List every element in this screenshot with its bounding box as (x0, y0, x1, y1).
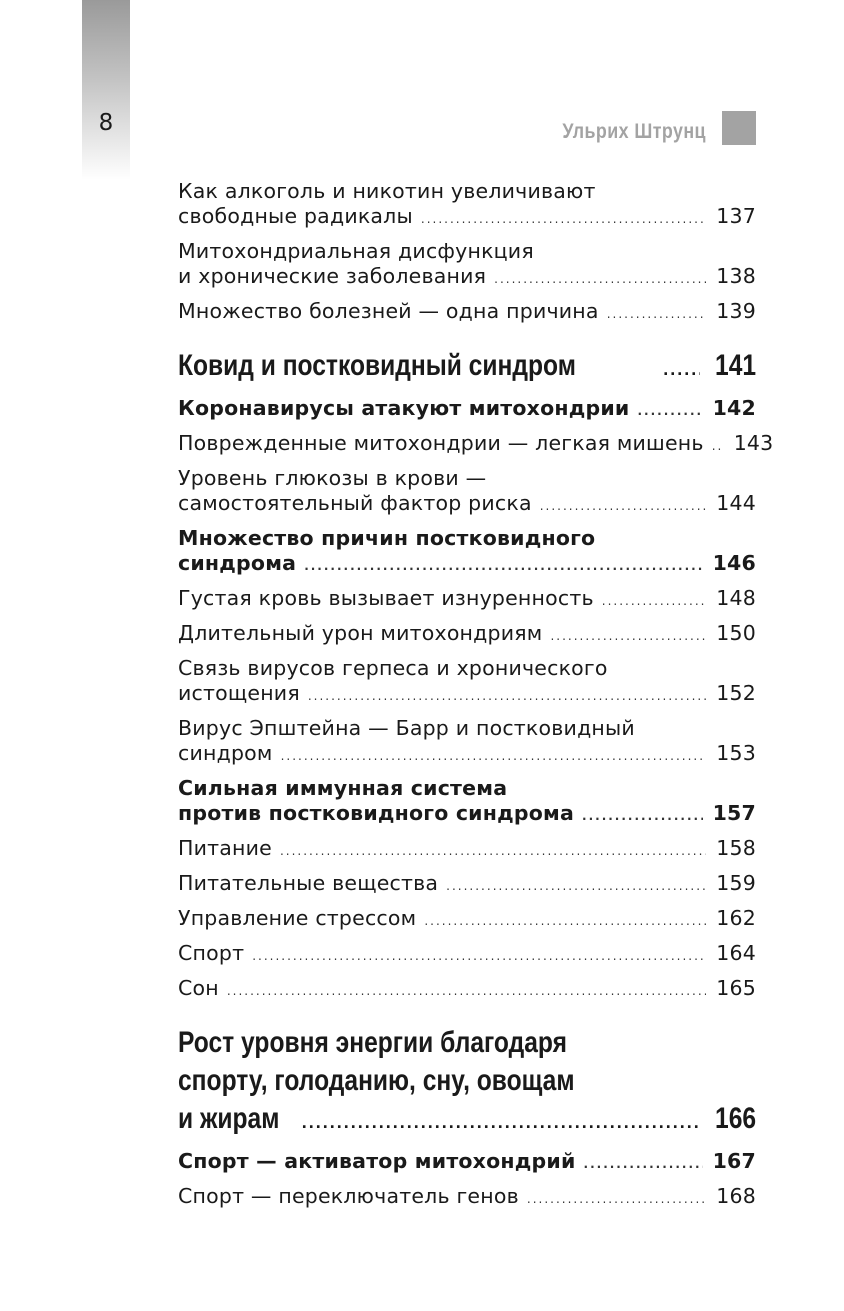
toc-entry-sub (178, 836, 756, 864)
toc-entry-title: синдром (178, 741, 273, 765)
toc-page-number: 162 (716, 906, 756, 930)
dot-leader (302, 1103, 700, 1141)
toc-page-number: 164 (716, 941, 756, 965)
toc-page-number: 142 (712, 396, 756, 420)
toc-entry-title: Спорт (178, 941, 245, 965)
toc-page-number: 139 (716, 299, 756, 323)
toc-entry-title: против постковидного синдрома (178, 801, 575, 825)
toc-entry-chapter (178, 1024, 756, 1141)
toc-entry-sub (178, 431, 774, 459)
toc-entry-sub (178, 466, 756, 519)
toc-entry-chapter (178, 347, 756, 388)
toc-entry-sub (178, 239, 756, 292)
toc-page-number: 150 (716, 621, 756, 645)
toc-entry-sub (178, 871, 756, 899)
toc-page-number: 141 (714, 349, 756, 382)
toc-entry-sect (178, 526, 756, 579)
dot-leader (280, 839, 706, 864)
dot-leader (712, 434, 724, 459)
toc-page-number: 146 (712, 551, 756, 575)
toc-page-number: 168 (716, 1184, 756, 1208)
dot-leader (637, 399, 702, 424)
toc-page-number: 158 (716, 836, 756, 860)
page-number: 8 (98, 110, 114, 136)
running-header-author: Ульрих Штрунц (562, 120, 706, 143)
toc-page-number: 143 (733, 431, 774, 455)
toc-entry-sect (178, 396, 756, 424)
toc-entry-sect (178, 1149, 756, 1177)
toc-entry-sub (178, 716, 756, 769)
dot-leader (227, 979, 706, 1004)
toc-entry-text-line: Сильная иммунная система (178, 776, 508, 800)
toc-entry-title: Сон (178, 976, 219, 1000)
toc-page-number: 137 (716, 204, 756, 228)
toc-entry-title: Питательные вещества (178, 871, 439, 895)
toc-entry-title: Множество болезней — одна причина (178, 299, 599, 323)
toc-page-number: 153 (716, 741, 756, 765)
page-tab (82, 0, 130, 180)
toc-entry-title: Коронавирусы атакуют митохондрии (178, 396, 630, 420)
dot-leader (540, 494, 707, 519)
dot-leader (281, 744, 707, 769)
toc-entry-title: Спорт — активатор митохондрий (178, 1149, 576, 1173)
toc-entry-text-line: Связь вирусов герпеса и хронического (178, 656, 608, 680)
toc-entry-title: и хронические заболевания (178, 264, 487, 288)
toc-entry-title: Длительный урон митохондриям (178, 621, 543, 645)
toc-entry-title: Питание (178, 836, 272, 860)
toc-entry-title: Поврежденные митохондрии — легкая мишень (178, 431, 704, 455)
toc-entry-sect (178, 776, 756, 829)
toc-page-number: 166 (714, 1102, 756, 1135)
toc-entry-title: Управление стрессом (178, 906, 417, 930)
toc-entry-sub (178, 179, 756, 232)
dot-leader (252, 944, 706, 969)
dot-leader (304, 554, 702, 579)
toc-entry-text-line: Как алкоголь и никотин увеличивают (178, 179, 596, 203)
toc-entry-sub (178, 621, 756, 649)
toc-entry-title: Ковид и постковидный синдром (178, 349, 576, 382)
dot-leader (602, 589, 706, 614)
dot-leader (308, 684, 706, 709)
toc-page-number: 157 (712, 801, 756, 825)
dot-leader (424, 909, 706, 934)
table-of-contents (178, 172, 774, 1212)
header-square-marker (722, 111, 756, 145)
toc-entry-sub (178, 586, 756, 614)
dot-leader (607, 302, 707, 327)
toc-entry-title: самостоятельный фактор риска (178, 491, 532, 515)
toc-page-number: 138 (716, 264, 756, 288)
dot-leader (582, 804, 703, 829)
toc-entry-sub (178, 656, 756, 709)
toc-entry-text-line: Вирус Эпштейна — Барр и постковидный (178, 716, 635, 740)
dot-leader (527, 1187, 706, 1212)
toc-entry-text-line: Уровень глюкозы в крови — (178, 466, 487, 490)
toc-entry-text-line: Митохондриальная дисфункция (178, 239, 534, 263)
toc-entry-sub (178, 299, 756, 327)
toc-entry-sub (178, 976, 756, 1004)
toc-entry-title: и жирам (178, 1102, 280, 1135)
toc-page-number: 165 (716, 976, 756, 1000)
dot-leader (446, 874, 706, 899)
dot-leader (550, 624, 706, 649)
toc-entry-title: истощения (178, 681, 300, 705)
dot-leader (663, 350, 700, 388)
toc-entry-text-line: Множество причин постковидного (178, 526, 596, 550)
toc-page-number: 148 (716, 586, 756, 610)
toc-entry-text-line: спорту, голоданию, сну, овощам (178, 1064, 575, 1097)
toc-entry-title: синдрома (178, 551, 297, 575)
toc-page-number: 144 (716, 491, 756, 515)
toc-page-number: 159 (716, 871, 756, 895)
toc-entry-sub (178, 941, 756, 969)
dot-leader (584, 1152, 703, 1177)
toc-page-number: 167 (712, 1149, 756, 1173)
toc-entry-sub (178, 906, 756, 934)
toc-entry-title: свободные радикалы (178, 204, 413, 228)
toc-entry-sub (178, 1184, 756, 1212)
dot-leader (494, 267, 706, 292)
toc-page-number: 152 (716, 681, 756, 705)
toc-entry-title: Густая кровь вызывает изнуренность (178, 586, 594, 610)
toc-entry-title: Спорт — переключатель генов (178, 1184, 519, 1208)
dot-leader (421, 207, 706, 232)
toc-entry-text-line: Рост уровня энергии благодаря (178, 1026, 567, 1059)
